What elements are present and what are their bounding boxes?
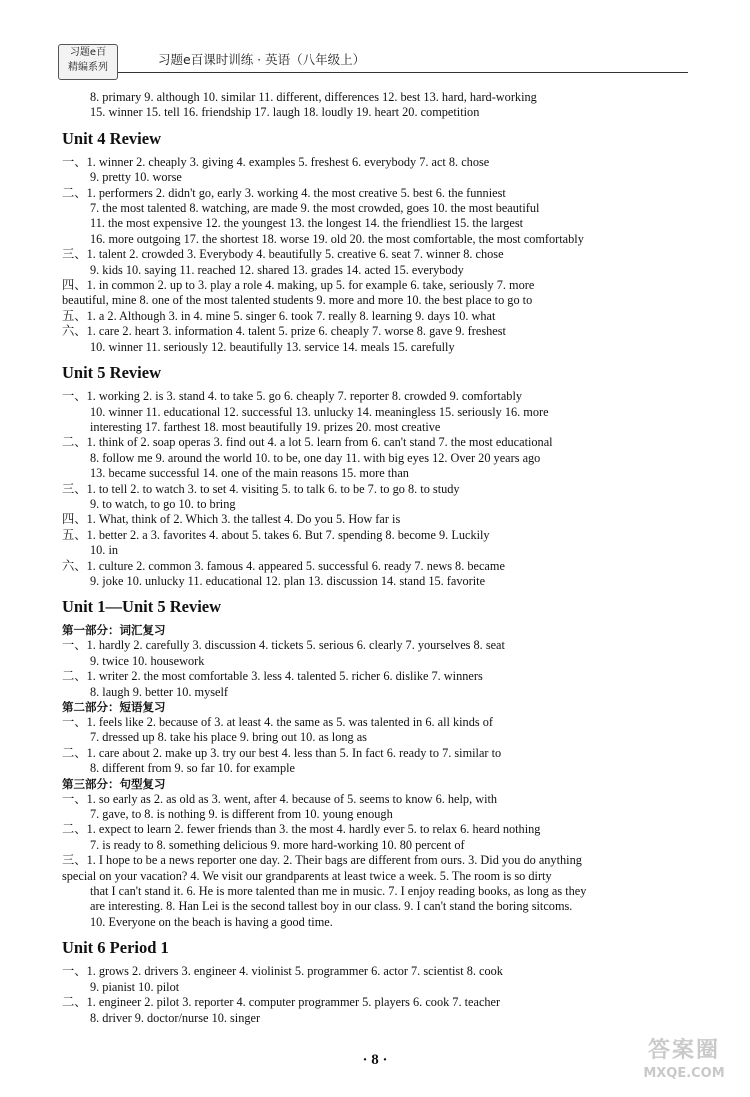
section-title: Unit 6 Period 1 — [62, 938, 169, 958]
answer-line: 7. dressed up 8. take his place 9. bring out 10. as long as — [90, 730, 367, 745]
answer-line: 一、1. grows 2. drivers 3. engineer 4. violinist 5. programmer 6. actor 7. scientist 8. cook — [62, 964, 503, 979]
answer-line: 9. joke 10. unlucky 11. educational 12. plan 13. discussion 14. stand 15. favorite — [90, 573, 486, 588]
answer-line: 一、1. working 2. is 3. stand 4. to take 5. go 6. cheaply 7. reporter 8. crowded 9. comfortably — [62, 389, 523, 404]
answer-line: 9. kids 10. saying 11. reached 12. shared 13. grades 14. acted 15. everybody — [90, 262, 464, 277]
answer-section — [62, 90, 702, 121]
answer-line: 9. to watch, to go 10. to bring — [90, 496, 236, 511]
answer-line: 8. different from 9. so far 10. for example — [90, 761, 295, 776]
answer-line: 8. driver 9. doctor/nurse 10. singer — [90, 1010, 261, 1025]
answer-line: 二、1. performers 2. didn't go, early 3. working 4. the most creative 5. best 6. the funniest — [62, 185, 506, 200]
answer-line: 11. the most expensive 12. the youngest 13. the longest 14. the friendliest 15. the largest — [90, 216, 524, 231]
answer-line: 15. winner 15. tell 16. friendship 17. laugh 18. loudly 19. heart 20. competition — [90, 105, 480, 120]
section-title: Unit 1—Unit 5 Review — [62, 597, 222, 617]
answer-line: 10. Everyone on the beach is having a good time. — [90, 914, 333, 929]
part-heading: 第二部分：短语复习 — [62, 700, 166, 714]
answer-line: 一、1. feels like 2. because of 3. at least 4. the same as 5. was talented in 6. all kinds of — [62, 715, 493, 729]
answer-section — [62, 596, 702, 930]
answer-line: 三、1. talent 2. crowded 3. Everybody 4. beautifully 5. creative 6. seat 7. winner 8. chose — [62, 247, 504, 262]
answer-key-body — [62, 90, 702, 1026]
answer-line: 10. winner 11. seriously 12. beautifully 13. service 14. meals 15. carefully — [90, 339, 455, 354]
site-watermark — [624, 1037, 744, 1093]
answer-line: 四、1. What, think of 2. Which 3. the tallest 4. Do you 5. How far is — [62, 512, 401, 527]
page-number: · 8 · — [362, 1052, 388, 1068]
answer-line: 16. more outgoing 17. the shortest 18. worse 19. old 20. the most comfortable, the most comfortably — [90, 231, 584, 246]
answer-line: 7. is ready to 8. something delicious 9. more hard-working 10. 80 percent of — [90, 837, 465, 852]
answer-line: are interesting. 8. Han Lei is the second tallest boy in our class. 9. I can't stand the boring sitcoms. — [90, 899, 573, 914]
watermark-logo-text: 答案圈 — [647, 1038, 720, 1063]
answer-section — [62, 128, 702, 355]
answer-line: 二、1. engineer 2. pilot 3. reporter 4. computer programmer 5. players 6. cook 7. teacher — [62, 995, 501, 1010]
answer-line: 10. winner 11. educational 12. successful 13. unlucky 14. meaningless 15. seriously 16. more — [90, 404, 549, 419]
part-heading: 第一部分：词汇复习 — [62, 623, 166, 638]
answer-line: 一、1. hardly 2. carefully 3. discussion 4. tickets 5. serious 6. clearly 7. yourselves 8. seat — [62, 638, 505, 653]
answer-line: 三、1. to tell 2. to watch 3. to set 4. visiting 5. to talk 6. to be 7. to go 8. to study — [62, 481, 460, 496]
answer-line: 9. twice 10. housework — [90, 653, 205, 668]
header-divider — [118, 72, 688, 73]
answer-section — [62, 937, 702, 1026]
section-title: Unit 4 Review — [62, 128, 161, 148]
answer-line: 三、1. I hope to be a news reporter one day. 2. Their bags are different from ours. 3. Did you do anything — [62, 853, 582, 868]
answer-line: 四、1. in common 2. up to 3. play a role 4. making, up 5. for example 6. take, seriously 7. more — [62, 278, 535, 293]
answer-line: 8. laugh 9. better 10. myself — [90, 684, 228, 699]
answer-line: 7. the most talented 8. watching, are made 9. the most crowded, goes 10. the most beautiful — [90, 201, 540, 216]
answer-line: beautiful, mine 8. one of the most talented students 9. more and more 10. the best place to go to — [62, 293, 533, 308]
series-logo — [58, 44, 118, 80]
answer-line: 二、1. care about 2. make up 3. try our best 4. less than 5. In fact 6. ready to 7. similar to — [62, 745, 502, 760]
watermark-url: MXQE.COM — [643, 1066, 725, 1081]
book-title: 习题e百课时训练 · 英语（八年级上） — [158, 52, 366, 67]
answer-line: 五、1. a 2. Although 3. in 4. mine 5. singer 6. took 7. really 8. learning 9. days 10. what — [62, 308, 496, 323]
answer-line: 六、1. culture 2. common 3. famous 4. appeared 5. successful 6. ready 7. news 8. became — [62, 558, 505, 573]
answer-line: 六、1. care 2. heart 3. information 4. talent 5. prize 6. cheaply 7. worse 8. gave 9. freshest — [62, 324, 506, 339]
answer-line: 8. follow me 9. around the world 10. to be, one day 11. with big eyes 12. Over 20 years ago — [90, 450, 541, 465]
logo-bottom-text: 精编系列 — [68, 62, 108, 73]
answer-line: 二、1. think of 2. soap operas 3. find out 4. a lot 5. learn from 6. can't stand 7. the most educational — [62, 435, 553, 450]
answer-line: special on your vacation? 4. We visit our grandparents at least twice a week. 5. The room is so dirty — [62, 868, 552, 883]
answer-line: 8. primary 9. although 10. similar 11. different, differences 12. best 13. hard, hard-working — [90, 90, 537, 104]
answer-line: 9. pretty 10. worse — [90, 170, 182, 185]
answer-section — [62, 362, 702, 589]
answer-line: 7. gave, to 8. is nothing 9. is different from 10. young enough — [90, 807, 393, 822]
answer-line: 五、1. better 2. a 3. favorites 4. about 5. takes 6. But 7. spending 8. become 9. Luckily — [62, 527, 490, 542]
part-heading: 第三部分：句型复习 — [62, 776, 166, 791]
answer-line: 9. pianist 10. pilot — [90, 979, 180, 994]
logo-top-text: 习题e百 — [69, 47, 107, 58]
page-header — [58, 44, 688, 80]
answer-line: 13. became successful 14. one of the main reasons 15. more than — [90, 466, 409, 481]
answer-line: 一、1. so early as 2. as old as 3. went, after 4. because of 5. seems to know 6. help, with — [62, 791, 498, 806]
answer-line: 二、1. expect to learn 2. fewer friends than 3. the most 4. hardly ever 5. to relax 6. heard nothing — [62, 822, 541, 837]
section-title: Unit 5 Review — [62, 363, 161, 383]
answer-line: interesting 17. farthest 18. most beautifully 19. prizes 20. most creative — [90, 419, 441, 434]
answer-line: 二、1. writer 2. the most comfortable 3. less 4. talented 5. richer 6. dislike 7. winners — [62, 669, 483, 684]
answer-line: 一、1. winner 2. cheaply 3. giving 4. examples 5. freshest 6. everybody 7. act 8. chose — [62, 154, 490, 169]
answer-line: 10. in — [90, 543, 119, 558]
answer-line: that I can't stand it. 6. He is more talented than me in music. 7. I enjoy reading books, as long as they — [90, 884, 587, 899]
